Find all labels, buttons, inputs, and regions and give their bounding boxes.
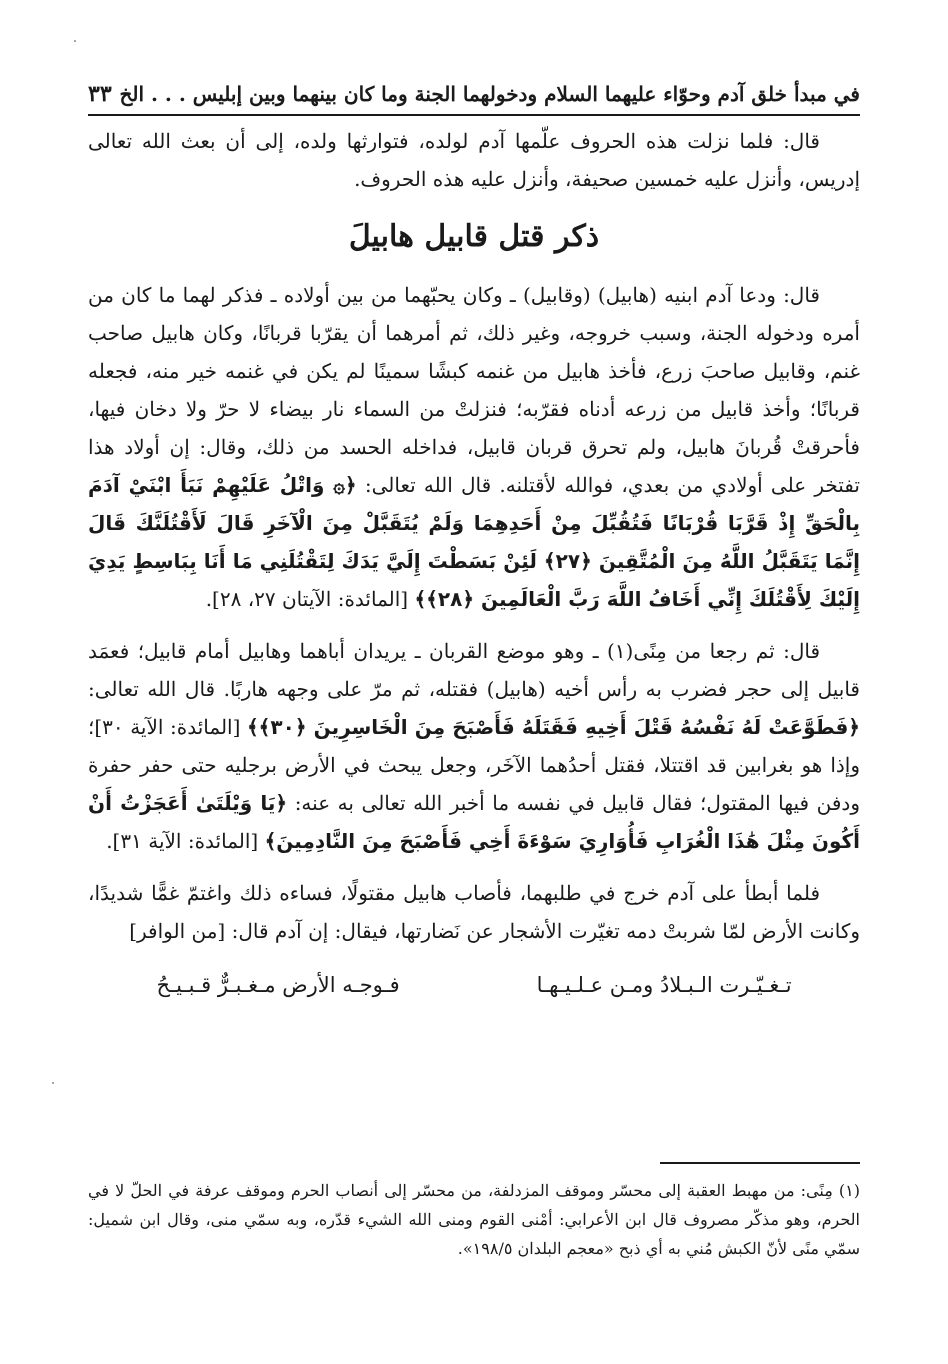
paragraph-4: فلما أبطأ على آدم خرج في طلبهما، فأصاب هابيل مقتولًا، فساءه ذلك واغتمّ غمًّا شديدًا، وكانت الأرض لمّا شربتْ دمه تغيّرت الأشجار عن نَضارتها، فيقال: إن آدم قال: [من الوافر] — [88, 881, 860, 943]
quran-verse-27-28: ﴿۞ وَاتْلُ عَلَيْهِمْ نَبَأَ ابْنَيْ آدَمَ بِالْحَقِّ إِذْ قَرَّبَا قُرْبَانًا فَتُقُبِّلَ مِنْ أَحَدِهِمَا وَلَمْ يُتَقَبَّلْ مِنَ الْآخَرِ قَالَ لَأَقْتُلَنَّكَ قَالَ إِنَّمَا يَتَقَبَّلُ اللَّهُ مِنَ الْمُتَّقِينَ ﴿٢٧﴾ لَئِنْ بَسَطْتَ إِلَيَّ يَدَكَ لِتَقْتُلَنِي مَا أَنَا بِبَاسِطٍ يَدِيَ إِلَيْكَ لِأَقْتُلَكَ إِنِّي أَخَافُ اللَّهَ رَبَّ الْعَالَمِينَ ﴿٢٨﴾﴾ — [88, 473, 860, 611]
paragraph-3-text: قال: ثم رجعا من مِنًى(١) ـ وهو موضع القربان ـ يريدان أباهما وهابيل أمام قابيل؛ فعمَد قابيل إلى حجر فضرب به رأس أخيه (هابيل) فقتله، ثم مرّ على وجهه هاربًا. قال الله تعالى: — [88, 639, 860, 701]
paragraph-1: قال: فلما نزلت هذه الحروف علّمها آدم لولده، فتوارثها ولده، إلى أن بعث الله تعالى إدريس، وأنزل عليه خمسين صحيفة، وأنزل عليه هذه الحروف. — [88, 129, 860, 191]
paragraph-3-text-2: [المائدة: الآية ٣٠]؛ وإذا هو بغرابين قد اقتتلا، فقتل أحدُهما الآخَر، وجعل يبحث في الأرض برجليه حتى حفر حفرة ودفن فيها المقتول؛ فقال قابيل في نفسه ما أخبر الله تعالى به عنه: — [88, 715, 860, 815]
paragraph-2-text: قال: ودعا آدم ابنيه (هابيل) (وقابيل) ـ وكان يحبّهما من بين أولاده ـ فذكر لهما ما كان من أمره ودخوله الجنة، وسبب خروجه، وغير ذلك، ثم أمرهما أن يقرّبا قربانًا، وكان هابيل صاحب غنم، وقابيل صاحبَ زرع، فأخذ هابيل من غنمه كبشًا سمينًا لم يكن في غنمه خير منه، فجعله قربانًا؛ وأخذ قابيل من زرعه أدناه فقرّبه؛ فنزلتْ من السماء نار بيضاء لا حرّ ولا دخان فيها، فأحرقتْ قُربانَ هابيل، ولم تحرق قربان قابيل، فداخله الحسد من ذلك، وقال: إن أولاد هذا تفتخر على أولادي من بعدي، فوالله لأقتلنه. قال الله تعالى: — [88, 283, 860, 497]
chapter-title: في مبدأ خلق آدم وحوّاء عليهما السلام ودخولهما الجنة وما كان بينهما وبين إبليس . . . الخ — [119, 82, 860, 106]
running-header — [88, 74, 860, 116]
footnote: (١) مِنًى: من مهبط العقبة إلى محسّر وموقف المزدلفة، من محسّر إلى أنصاب الحرم وموقف عرفة في الحلّ لا في الحرم، وهو مذكّر مصروف قال ابن الأعرابي: أمْنى القوم ومنى الله الشيء قدّره، وبه سمّي منى، وقال ابن شميل: سمّي منًى لأنّ الكبش مُني به أي ذبح «معجم البلدان ١٩٨/٥». — [88, 1181, 860, 1258]
quran-verse-30: ﴿فَطَوَّعَتْ لَهُ نَفْسُهُ قَتْلَ أَخِيهِ فَقَتَلَهُ فَأَصْبَحَ مِنَ الْخَاسِرِينَ ﴿٣٠﴾﴾ — [246, 715, 861, 739]
page-number: ٣٣ — [88, 81, 112, 107]
verse-reference: [المائدة: الآيتان ٢٧، ٢٨]. — [205, 587, 415, 611]
poem-verse — [88, 966, 860, 1004]
section-heading: ذكر قتل قابيل هابيلَ — [348, 219, 600, 254]
poem-hemistich-2: فـوجـه الأرض مـغـبـرٌّ قـبـيـحُ — [156, 973, 400, 997]
poem-hemistich-1: تـغـيّـرت الـبـلادُ ومـن عـلـيـهـا — [536, 973, 792, 997]
quran-verse-31: ﴿يَا وَيْلَتَىٰ أَعَجَزْتُ أَنْ أَكُونَ مِثْلَ هَٰذَا الْغُرَابِ فَأُوَارِيَ سَوْءَةَ أَخِي فَأَصْبَحَ مِنَ النَّادِمِينَ﴾ — [88, 791, 860, 853]
main-text — [88, 122, 860, 1004]
scan-speck — [74, 40, 76, 42]
paragraph-2 — [88, 276, 860, 618]
paragraph-3 — [88, 632, 860, 860]
footnote-divider — [660, 1162, 860, 1164]
scan-speck — [52, 1082, 54, 1084]
verse-reference-31: [المائدة: الآية ٣١]. — [106, 829, 265, 853]
